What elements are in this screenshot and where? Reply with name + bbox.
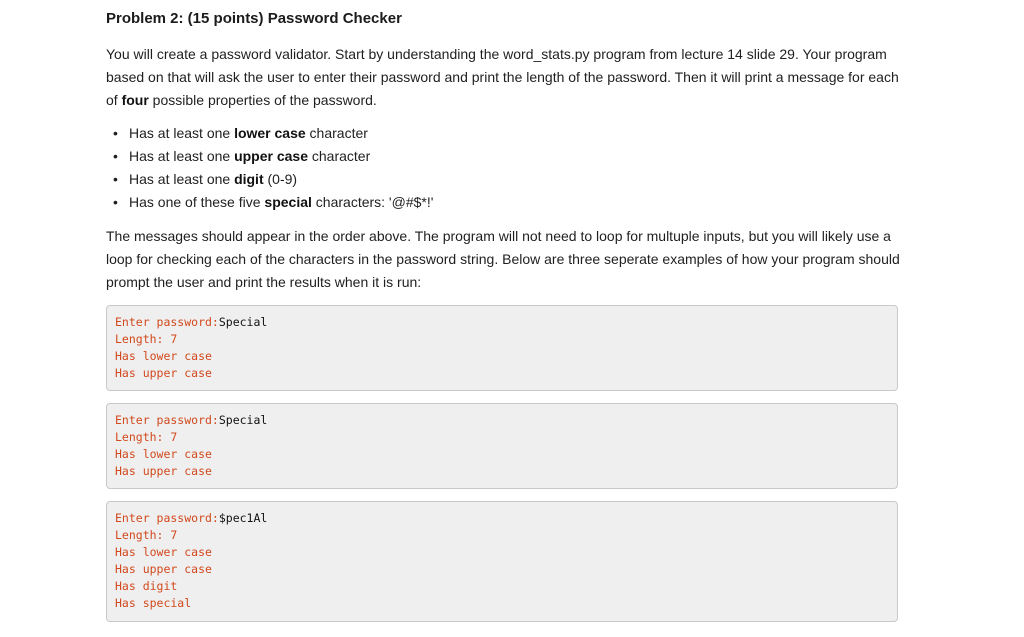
bullet-bold: upper case [234,148,308,164]
user-input: $pec1Al [218,511,268,525]
output-line: Has special [115,596,192,610]
output-line: Has lower case [115,545,212,559]
list-item [106,168,433,191]
output-line: Has upper case [115,366,212,380]
bullet-text: character [305,125,368,141]
output-line: Has upper case [115,562,212,576]
intro-bold-four: four [121,92,149,108]
bullet-text: Has one of these five [129,194,265,210]
user-input: Special [218,315,268,329]
bullet-text: Has at least one [129,148,235,164]
bullet-bold: special [264,194,312,210]
output-line: Has lower case [115,447,212,461]
intro-text-2: possible properties of the password. [148,92,377,108]
list-item [106,191,433,214]
output-line: Has upper case [115,464,212,478]
bullet-text: Has at least one [129,171,235,187]
output-line: Length: 7 [115,528,178,542]
user-input: Special [218,413,268,427]
property-list [106,122,433,214]
bullet-bold: digit [234,171,264,187]
prompt-line [115,510,897,527]
list-item [106,122,433,145]
bullet-text: Has at least one [129,125,235,141]
prompt-line [115,412,897,429]
output-line: Has digit [115,579,178,593]
problem-title: Problem 2: (15 points) Password Checker [106,10,402,27]
prompt-line [115,314,897,331]
bullet-text: character [308,148,371,164]
bullet-bold: lower case [234,125,306,141]
prompt-label: Enter password: [115,511,219,525]
output-line: Length: 7 [115,430,178,444]
list-item [106,145,433,168]
output-line: Length: 7 [115,332,178,346]
bullet-text: characters: '@#$*!' [311,194,434,210]
example-code-block-1 [106,305,898,391]
output-line: Has lower case [115,349,212,363]
description-paragraph: The messages should appear in the order above. The program will not need to loop for multuple inputs, but you will likely use a loop for checking each of the characters in the password string. Below are three seperate examples of how your program should prompt the user and print the results when it is run: [106,228,900,290]
intro-paragraph [106,43,906,112]
prompt-label: Enter password: [115,413,219,427]
prompt-label: Enter password: [115,315,219,329]
example-code-block-2 [106,403,898,489]
bullet-text: (0-9) [263,171,298,187]
intro-text-1: You will create a password validator. Start by understanding the word_stats.py program from lecture 14 slide 29. Your program based on that will ask the user to enter their password and print the length of the password. Then it will print a message for each of [106,46,899,108]
example-code-block-3 [106,501,898,622]
